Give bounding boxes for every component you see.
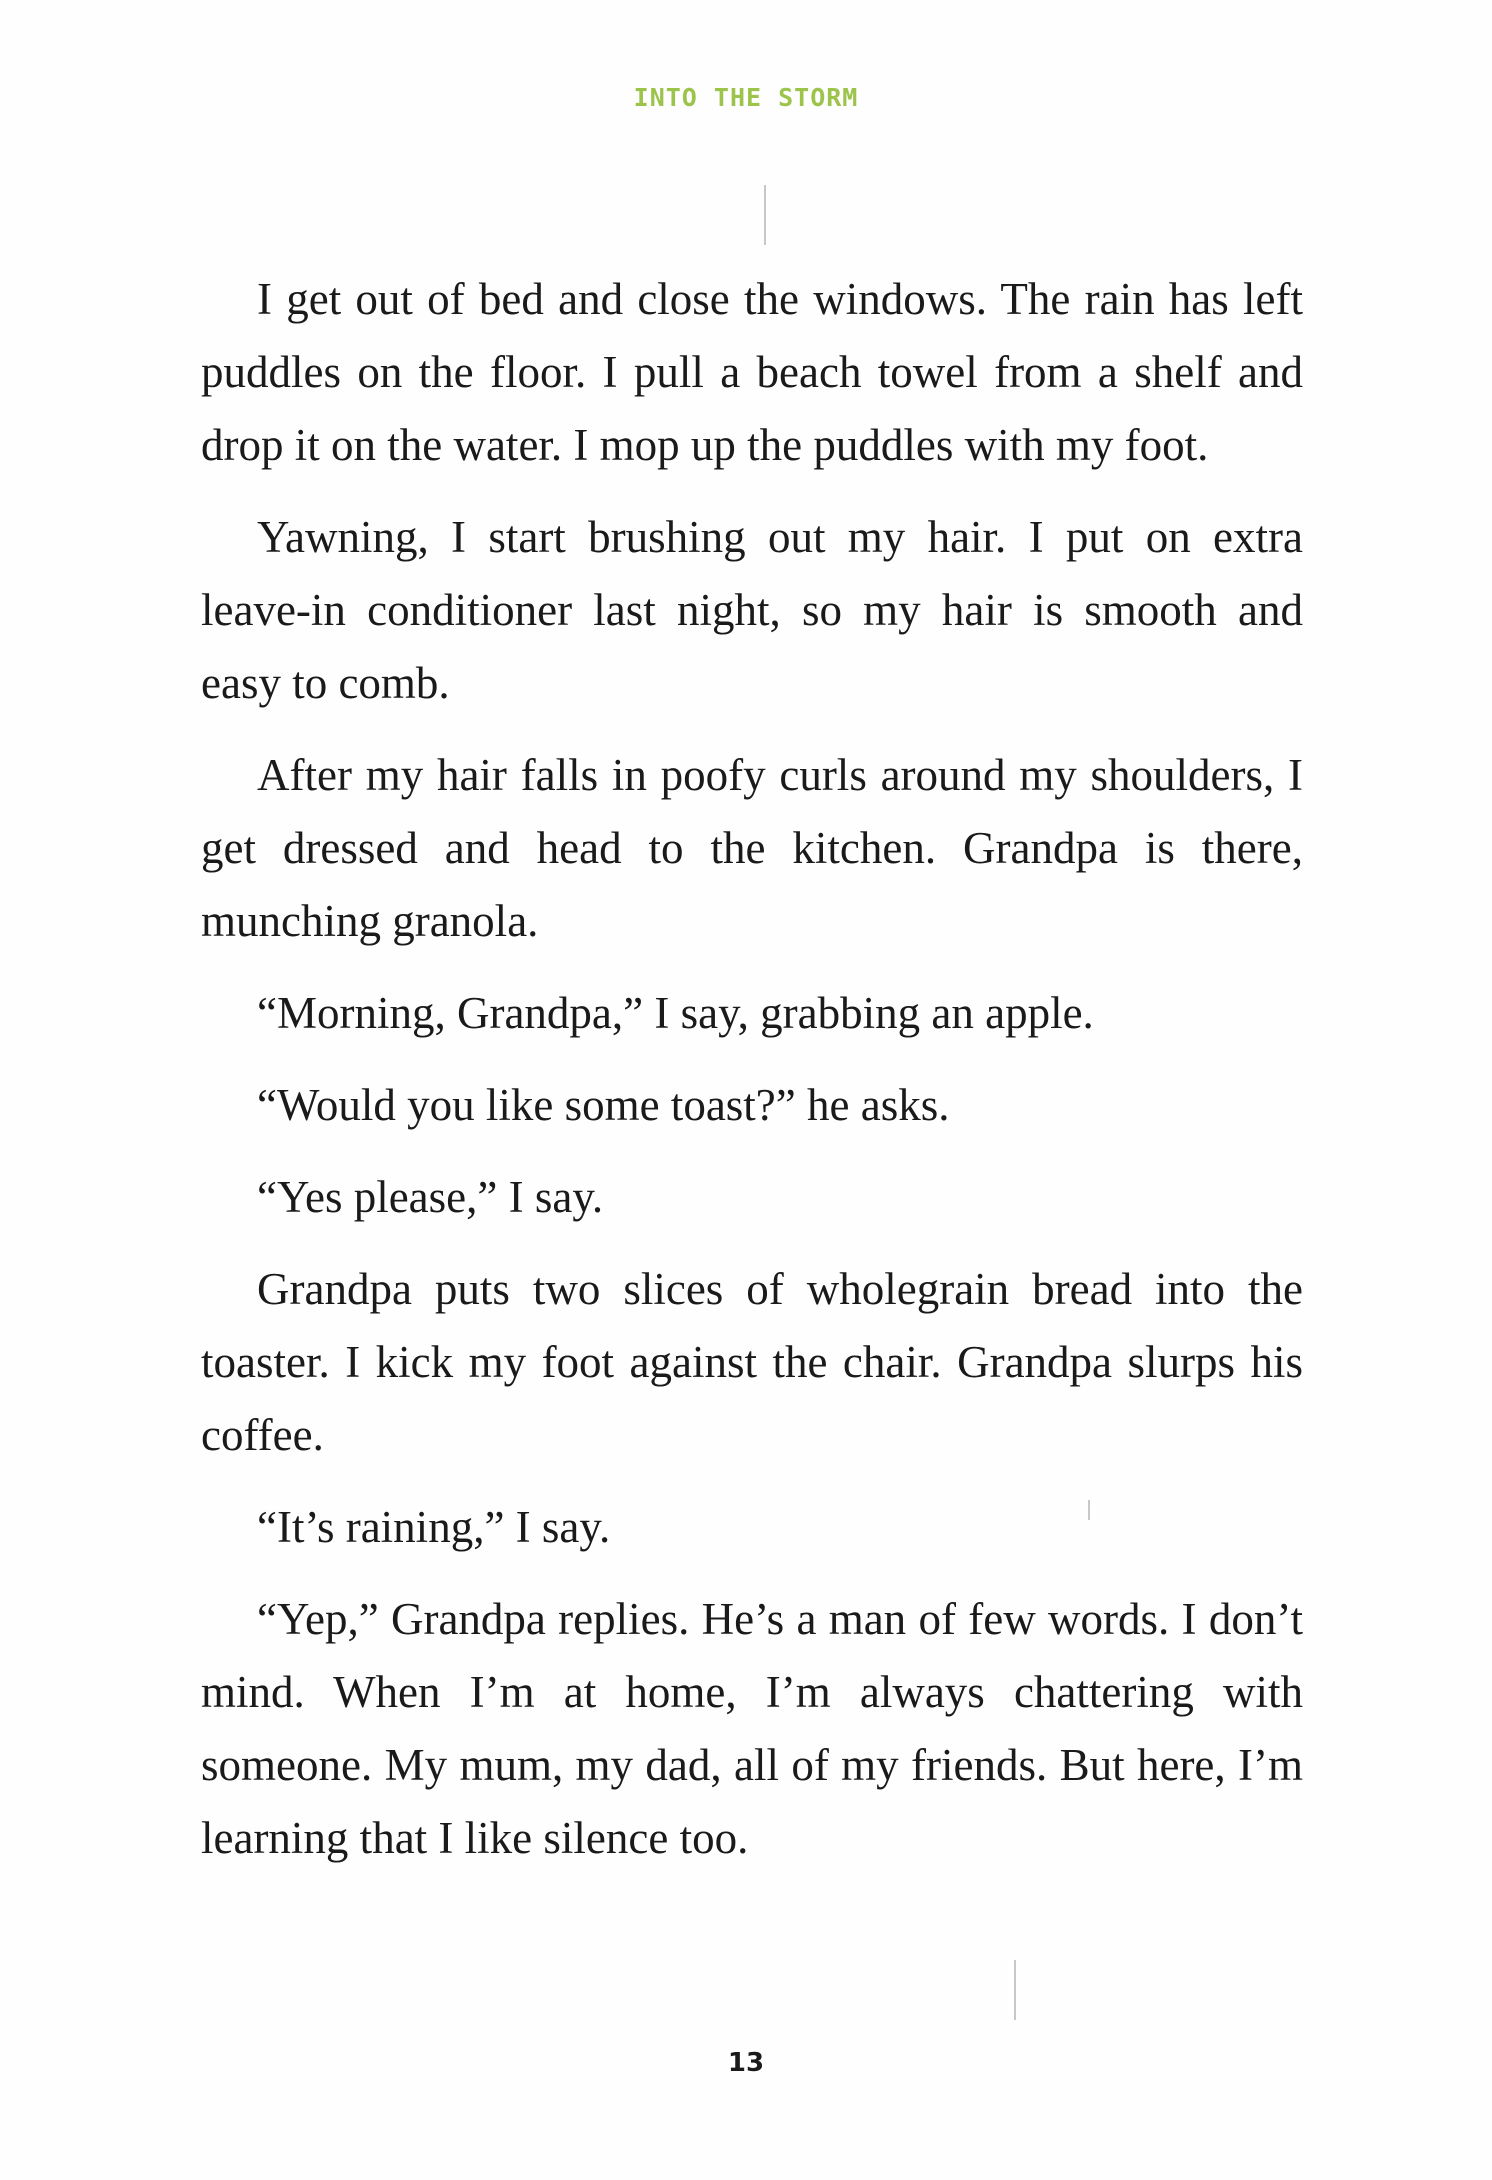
page-number: 13 (727, 2048, 765, 2078)
paragraph: “Would you like some toast?” he asks. (257, 1080, 950, 1130)
body-text (201, 263, 1303, 1894)
paragraph: After my hair falls in poofy curls around my shoulders, I get dressed and head to the kitchen. Grandpa is there, munching granola. (201, 750, 1303, 946)
paragraph: “It’s raining,” I say. (257, 1502, 611, 1552)
scan-artifact (1014, 1960, 1016, 2020)
paragraph: “Yes please,” I say. (257, 1172, 604, 1222)
paragraph: “Yep,” Grandpa replies. He’s a man of few words. I don’t mind. When I’m at home, I’m always chattering with someone. My mum, my dad, all of my friends. But here, I’m learning that I like silence too. (201, 1594, 1303, 1863)
paragraph: Yawning, I start brushing out my hair. I put on extra leave-in conditioner last night, so my hair is smooth and easy to comb. (201, 512, 1303, 708)
paragraph: I get out of bed and close the windows. The rain has left puddles on the floor. I pull a beach towel from a shelf and drop it on the water. I mop up the puddles with my foot. (201, 274, 1303, 470)
paragraph: Grandpa puts two slices of wholegrain bread into the toaster. I kick my foot against the chair. Grandpa slurps his coffee. (201, 1264, 1303, 1460)
running-title: INTO THE STORM (633, 83, 859, 112)
paragraph: “Morning, Grandpa,” I say, grabbing an apple. (257, 988, 1094, 1038)
scan-artifact (764, 185, 766, 245)
